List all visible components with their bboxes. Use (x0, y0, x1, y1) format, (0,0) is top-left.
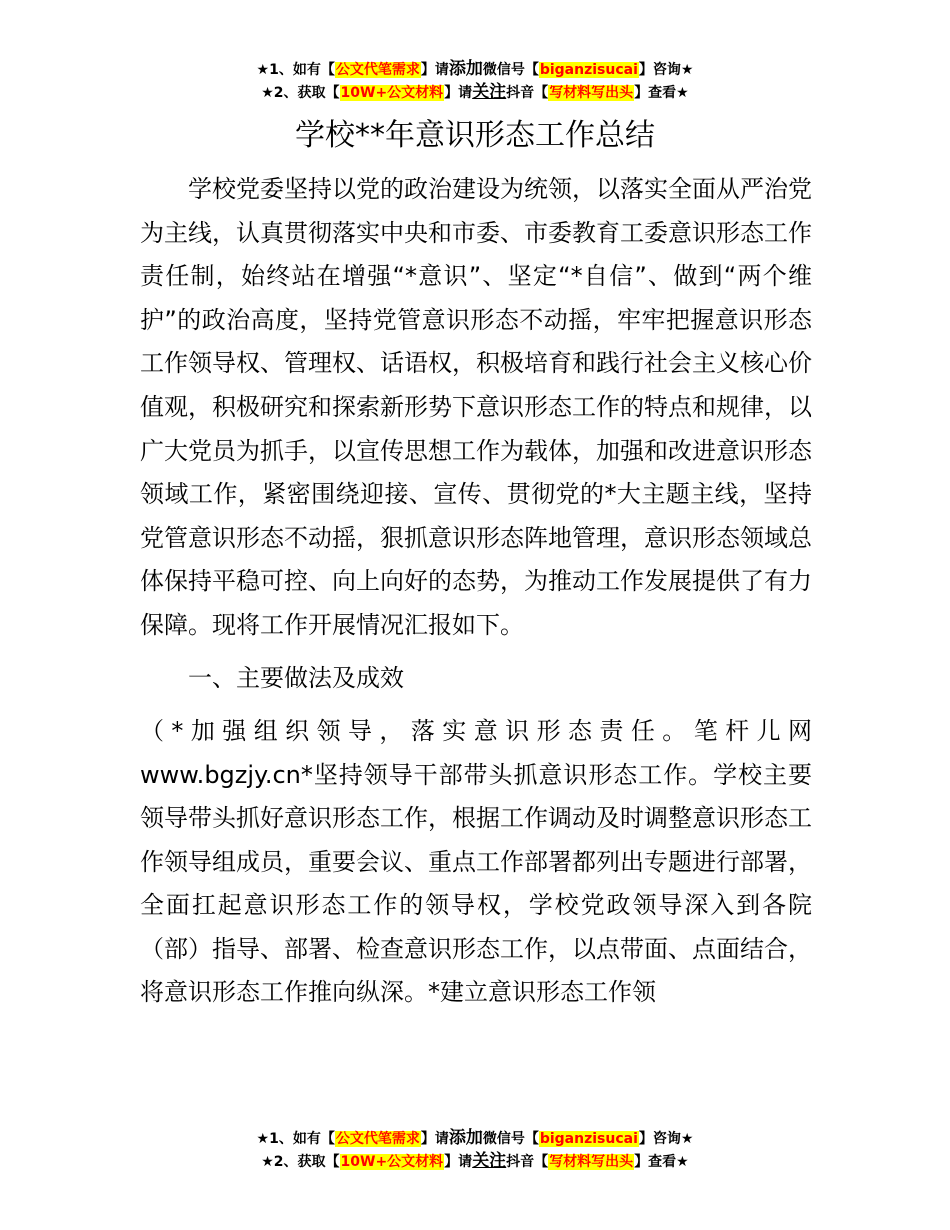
highlight-service: 公文代笔需求 (335, 62, 420, 78)
banner-line-1 (0, 58, 950, 81)
footer-banner (0, 1127, 950, 1173)
banner-text: 添加 (448, 59, 483, 79)
section-heading: 一、主要做法及成效 (188, 664, 404, 692)
banner-text: ★2、获取【 (261, 1154, 340, 1170)
banner-text: 抖音【 (506, 85, 549, 101)
banner-text: ★2、获取【 (261, 85, 340, 101)
banner-text: 】请 (444, 85, 473, 101)
header-banner (0, 58, 950, 104)
highlight-wechat-id: biganzisucai (539, 1131, 638, 1147)
highlight-wechat-id: biganzisucai (539, 62, 638, 78)
banner-line-1 (0, 1127, 950, 1150)
banner-text: 微信号【 (482, 62, 539, 78)
body-paragraph: （*加强组织领导，落实意识形态责任。笔杆儿网www.bgzjy.cn*坚持领导干部带头抓意识形态工作。学校主要领导带头抓好意识形态工作，根据工作调动及时调整意识形态工作领导组成员，重要会议、重点工作部署都列出专题进行部署，全面扛起意识形态工作的领导权，学校党政领导深入到各院（部）指导、部署、检查意识形态工作，以点带面、点面结合，将意识形态工作推向纵深。*建立意识形态工作领 (140, 717, 812, 1006)
banner-text: 】请 (420, 62, 449, 78)
document-title: 学校**年意识形态工作总结 (295, 118, 655, 153)
banner-text: 】咨询★ (638, 1131, 694, 1147)
banner-text: ★1、如有【 (256, 1131, 335, 1147)
banner-text: 】查看★ (634, 1154, 689, 1170)
highlight-materials: 10W+公文材料 (340, 85, 444, 101)
banner-text: 】咨询★ (638, 62, 694, 78)
banner-text: 关注 (472, 82, 507, 102)
banner-text: 微信号【 (482, 1131, 539, 1147)
banner-line-2 (0, 1150, 950, 1173)
banner-text: 关注 (472, 1151, 507, 1171)
banner-text: ★1、如有【 (256, 62, 335, 78)
banner-text: 】请 (444, 1154, 473, 1170)
highlight-service: 公文代笔需求 (335, 1131, 420, 1147)
banner-text: 抖音【 (506, 1154, 549, 1170)
intro-paragraph: 学校党委坚持以党的政治建设为统领，以落实全面从严治党为主线，认真贯彻落实中央和市委、市委教育工委意识形态工作责任制，始终站在增强“*意识”、坚定“*自信”、做到“两个维护”的政治高度，坚持党管意识形态不动摇，牢牢把握意识形态工作领导权、管理权、话语权，积极培育和践行社会主义核心价值观，积极研究和探索新形势下意识形态工作的特点和规律，以广大党员为抓手，以宣传思想工作为载体，加强和改进意识形态领域工作，紧密围绕迎接、宣传、贯彻党的*大主题主线，坚持党管意识形态不动摇，狠抓意识形态阵地管理，意识形态领域总体保持平稳可控、向上向好的态势，为推动工作发展提供了有力保障。现将工作开展情况汇报如下。 (140, 175, 812, 639)
highlight-douyin: 写材料写出头 (549, 1154, 634, 1170)
highlight-materials: 10W+公文材料 (340, 1154, 444, 1170)
banner-text: 】请 (420, 1131, 449, 1147)
banner-text: 添加 (448, 1128, 483, 1148)
highlight-douyin: 写材料写出头 (549, 85, 634, 101)
banner-text: 】查看★ (634, 85, 689, 101)
banner-line-2 (0, 81, 950, 104)
